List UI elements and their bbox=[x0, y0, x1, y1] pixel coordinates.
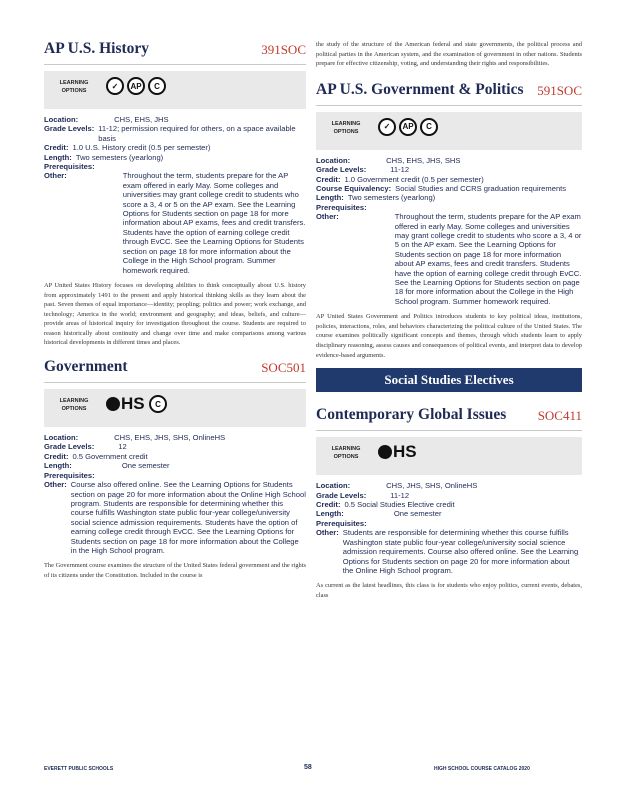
divider bbox=[316, 105, 582, 106]
credit-label: Credit: bbox=[316, 500, 341, 510]
length-value: One semester bbox=[121, 461, 170, 471]
grade-value: 11-12 bbox=[390, 490, 410, 500]
course-code: 591SOC bbox=[537, 82, 582, 98]
footer-district: EVERETT PUBLIC SCHOOLS bbox=[44, 766, 114, 772]
course-description: AP United States History focuses on developing abilities to think conceptually about U.S. history from approximately 1491 to the present and apply historical thinking skills as they learn about the past. Seven themes of equal importance—identity; peopling; politics and power; work exchange, and technology; America in the world; environment and geography; and ideas, beliefs, and culture—provide areas of historical inquiry for investigation throughout the course. Students are required to reason historically about continuity and change over time and make comparisons among various historical developments in different times and places. bbox=[44, 281, 306, 347]
location-label: Location: bbox=[44, 433, 79, 443]
credit-label: Credit: bbox=[44, 451, 69, 461]
continued-description: the study of the structure of the American federal and state governments, the political process and political parties in the American system, and the examination of government in other nations. Students prepare for effective citizenship, voting, and understanding their rights and responsibilities. bbox=[316, 41, 582, 68]
equivalency-label: Course Equivalency: bbox=[316, 184, 392, 193]
credit-label: Credit: bbox=[316, 174, 341, 184]
learning-options-bar bbox=[44, 389, 306, 427]
footer-catalog: HIGH SCHOOL COURSE CATALOG 2020 bbox=[434, 766, 530, 772]
location-value: CHS, EHS, JHS, SHS bbox=[386, 155, 461, 165]
length-label: Length: bbox=[44, 152, 72, 162]
college-in-high-school-icon: C bbox=[148, 77, 166, 95]
course-title: Government bbox=[44, 358, 128, 376]
credit-value: 1.0 U.S. History credit (0.5 per semester) bbox=[72, 143, 211, 153]
grade-label: Grade Levels: bbox=[44, 124, 95, 134]
right-column bbox=[316, 0, 582, 601]
course-ap-us-history bbox=[44, 40, 306, 348]
checkmark-icon: ✓ bbox=[106, 77, 124, 95]
learning-options-bar bbox=[316, 437, 582, 475]
grade-label: Grade Levels: bbox=[316, 490, 367, 500]
learning-options-bar bbox=[44, 71, 306, 109]
learning-options-label: LEARNING OPTIONS bbox=[59, 398, 89, 413]
length-label: Length: bbox=[44, 461, 72, 471]
ap-icon: AP bbox=[127, 77, 145, 95]
course-description: As current as the latest headlines, this class is for students who enjoy politics, current events, debates, class bbox=[316, 582, 582, 599]
course-title: Contemporary Global Issues bbox=[316, 406, 507, 424]
course-contemporary-global-issues bbox=[316, 406, 582, 600]
length-label: Length: bbox=[316, 509, 344, 519]
course-code: SOC411 bbox=[537, 408, 582, 424]
location-value: CHS, JHS, SHS, OnlineHS bbox=[386, 481, 478, 491]
prereq-label: Prerequisites: bbox=[44, 162, 95, 172]
learning-options-bar bbox=[316, 112, 582, 150]
learning-options-label: LEARNING OPTIONS bbox=[331, 446, 361, 461]
other-label: Other: bbox=[316, 212, 339, 222]
checkmark-icon: ✓ bbox=[378, 118, 396, 136]
location-label: Location: bbox=[316, 155, 351, 165]
college-in-high-school-icon: C bbox=[149, 395, 167, 413]
location-label: Location: bbox=[44, 115, 79, 124]
prereq-label: Prerequisites: bbox=[316, 202, 367, 212]
divider bbox=[44, 64, 306, 65]
equivalency-value: Social Studies and CCRS graduation requirements bbox=[395, 184, 567, 193]
prereq-label: Prerequisites: bbox=[316, 518, 367, 528]
credit-value: 1.0 Government credit (0.5 per semester) bbox=[344, 174, 484, 184]
credit-label: Credit: bbox=[44, 143, 69, 153]
grade-label: Grade Levels: bbox=[316, 165, 367, 175]
online-hs-icon: HS bbox=[378, 443, 418, 461]
other-value: Course also offered online. See the Learning Options for Students section on page 20 for more information about the Online High School program. Students are responsible for determining whether this course fulfills Washington state public four-year college/university social science admission requirements. Students have the option of earning college credit through EvCC. See the Learning Options for Students section on page 18 for more information about the College in the High School program. bbox=[70, 480, 306, 555]
length-value: Two semesters (yearlong) bbox=[75, 152, 164, 162]
online-hs-icon: HS bbox=[106, 395, 146, 413]
course-ap-us-government bbox=[316, 81, 582, 360]
other-label: Other: bbox=[316, 528, 339, 538]
course-title: AP U.S. Government & Politics bbox=[316, 80, 524, 98]
other-value: Throughout the term, students prepare for the AP exam offered in early May. Some colleges and universities may grant college credit to students who score a 3, 4 or 5 on the AP exam. See the Learning Options for Students section on page 18 for more information about AP exams, fees and credit transfers. Students have the option of earning college credit through EvCC. See the Learning Options for Students section on page 18 for more information about the College in the High School program. Summer homework required. bbox=[122, 171, 306, 275]
credit-value: 0.5 Government credit bbox=[72, 451, 148, 461]
section-banner: Social Studies Electives bbox=[316, 368, 582, 392]
other-value: Students are responsible for determining whether this course fulfills Washington state public four-year college/university social science admission requirements. Course also offered online. See the Learning Options for Students section on page 20 for more information about the Online High School program. bbox=[342, 528, 579, 575]
divider bbox=[316, 430, 582, 431]
college-in-high-school-icon: C bbox=[420, 118, 438, 136]
globe-icon bbox=[378, 445, 392, 459]
grade-value: 11-12; permission required for others, on a space available basis bbox=[98, 124, 296, 143]
globe-icon bbox=[106, 397, 120, 411]
other-label: Other: bbox=[44, 480, 67, 490]
learning-options-label: LEARNING OPTIONS bbox=[331, 120, 361, 135]
other-label: Other: bbox=[44, 171, 67, 181]
course-description: The Government course examines the structure of the United States federal government and the rights of its citizens under the Constitution. Included in the course is bbox=[44, 562, 306, 579]
course-government bbox=[44, 358, 306, 580]
page-number: 58 bbox=[304, 764, 312, 771]
grade-label: Grade Levels: bbox=[44, 442, 95, 452]
course-code: 391SOC bbox=[261, 42, 306, 57]
course-title: AP U.S. History bbox=[44, 40, 150, 57]
location-value: CHS, EHS, JHS bbox=[114, 115, 169, 124]
grade-value: 11-12 bbox=[390, 165, 410, 175]
length-label: Length: bbox=[316, 193, 344, 203]
prereq-label: Prerequisites: bbox=[44, 470, 95, 480]
ap-icon: AP bbox=[399, 118, 417, 136]
grade-value: 12 bbox=[118, 442, 127, 452]
length-value: Two semesters (yearlong) bbox=[347, 193, 436, 203]
left-column bbox=[44, 0, 306, 581]
location-value: CHS, EHS, JHS, SHS, OnlineHS bbox=[114, 433, 226, 443]
credit-value: 0.5 Social Studies Elective credit bbox=[344, 500, 455, 510]
divider bbox=[44, 382, 306, 383]
other-value: Throughout the term, students prepare for the AP exam offered in early May. Some colleges and universities may grant college credit to students who score a 3, 4 or 5 on the AP exam. See the Learning Options for Students section on page 18 for more information about AP exams, fees and credit transfers. Students have the option of earning college credit through EvCC. See the Learning Options for Students section on page 18 for more information about the College in the High School program. Summer homework required. bbox=[394, 212, 582, 306]
length-value: One semester bbox=[393, 509, 442, 519]
location-label: Location: bbox=[316, 481, 351, 491]
course-code: SOC501 bbox=[261, 360, 306, 376]
learning-options-label: LEARNING OPTIONS bbox=[59, 80, 89, 94]
course-description: AP United States Government and Politics introduces students to key political ideas, institutions, policies, interactions, roles, and behaviors characterizing the political culture of the United States. The course examines politically significant concepts and themes, through which students learn to apply disciplinary reasoning, assess causes and consequences of political events, and interpret data to develop evidence-based arguments. bbox=[316, 313, 582, 359]
